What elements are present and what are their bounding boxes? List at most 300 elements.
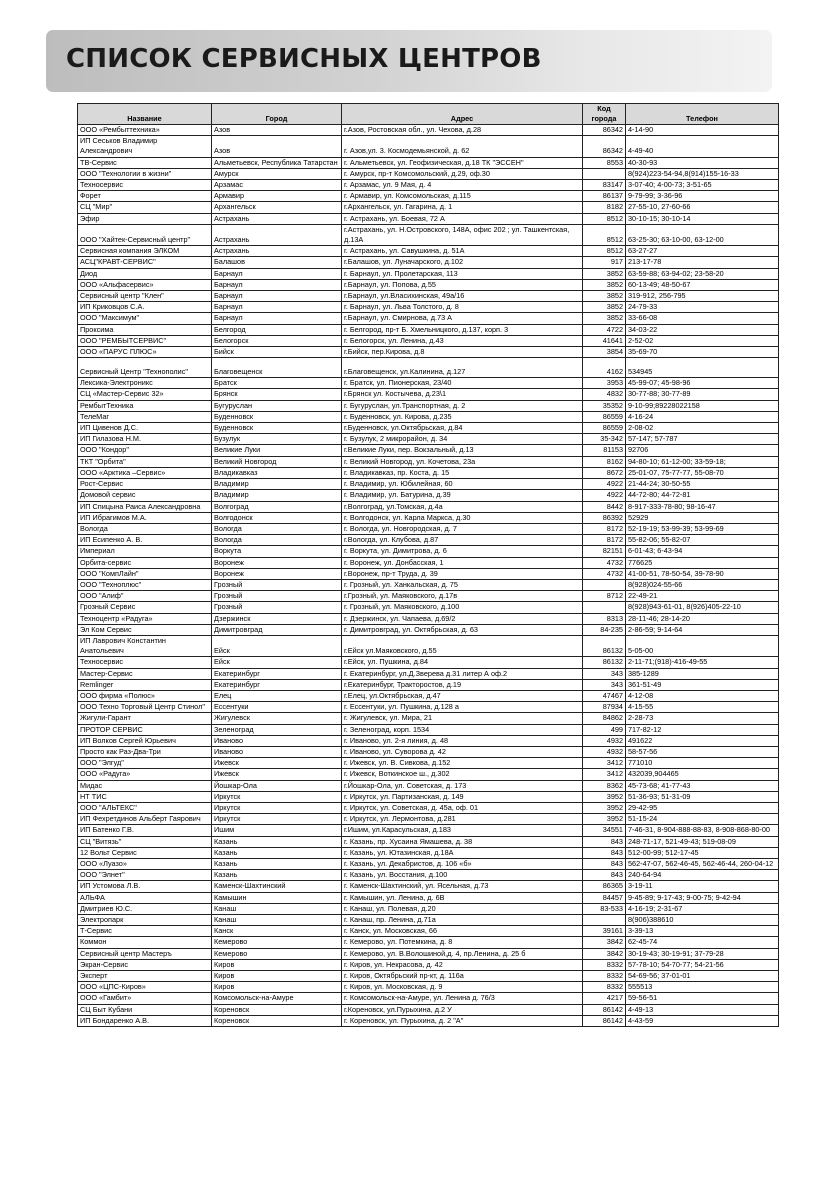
cell-phone: 40-30-93	[626, 157, 779, 168]
table-row	[78, 257, 779, 268]
cell-phone: 240-64-94	[626, 870, 779, 881]
table-row	[78, 535, 779, 546]
cell-name: ООО "Максимум"	[78, 313, 212, 324]
table-row	[78, 724, 779, 735]
cell-phone: 491622	[626, 735, 779, 746]
cell-city: Иркутск	[212, 791, 342, 802]
cell-name: Жигули-Гарант	[78, 713, 212, 724]
cell-city: Жигулевск	[212, 713, 342, 724]
cell-name: СЦ «Мастер-Сервис 32»	[78, 389, 212, 400]
cell-name: Сервисный центр Мастеръ	[78, 948, 212, 959]
cell-city-code: 86142	[583, 1004, 626, 1015]
cell-city-code: 4832	[583, 389, 626, 400]
cell-city-code: 8162	[583, 456, 626, 467]
cell-city-code: 8512	[583, 213, 626, 224]
cell-address: г.Волгоград, ул.Томская, д.4а	[342, 501, 583, 512]
cell-phone: 8(928)024-55-66	[626, 579, 779, 590]
cell-city-code	[583, 579, 626, 590]
table-row	[78, 903, 779, 914]
cell-city-code: 4922	[583, 490, 626, 501]
table-row	[78, 635, 779, 656]
table-row	[78, 825, 779, 836]
cell-name: ООО "Техноплюс"	[78, 579, 212, 590]
cell-city: Грозный	[212, 579, 342, 590]
cell-city-code: 86132	[583, 635, 626, 656]
cell-name: Диод	[78, 268, 212, 279]
cell-address: г.Екатеринбург, Тракторостов, д.19	[342, 679, 583, 690]
cell-address: г. Дзержинск, ул. Чапаева, д.69/2	[342, 613, 583, 624]
cell-address: г.Барнаул, ул. Попова, д.55	[342, 279, 583, 290]
cell-address: г. Астрахань, ул. Боевая, 72 А	[342, 213, 583, 224]
cell-address: г. Белогорск, ул. Ленина, д.43	[342, 335, 583, 346]
cell-city-code: 3842	[583, 937, 626, 948]
cell-name: ООО "Хайтек-Сервисный центр"	[78, 224, 212, 245]
table-row	[78, 213, 779, 224]
cell-city: Елец	[212, 690, 342, 701]
cell-city-code: 86365	[583, 881, 626, 892]
table-row	[78, 746, 779, 757]
cell-address: г. Белгород, пр-т Б. Хмельницкого, д.137, корп. 3	[342, 324, 583, 335]
cell-address: г. Жигулевск, ул. Мира, 21	[342, 713, 583, 724]
cell-name: ИП Фехретдинов Альберт Гаярович	[78, 814, 212, 825]
cell-city: Ижевск	[212, 769, 342, 780]
cell-phone: 4-14-90	[626, 125, 779, 136]
cell-name: Просто как Раз-Два-Три	[78, 746, 212, 757]
cell-city-code: 343	[583, 679, 626, 690]
cell-city: Бийск	[212, 347, 342, 358]
cell-address: г. Каменск-Шахтинский, ул. Ясельная, д.73	[342, 881, 583, 892]
cell-city: Иваново	[212, 735, 342, 746]
cell-city-code: 8712	[583, 591, 626, 602]
cell-name: ИП Есипенко А. В.	[78, 535, 212, 546]
table-row	[78, 136, 779, 157]
cell-city-code: 83147	[583, 180, 626, 191]
cell-address: г. Воркута, ул. Димитрова, д. 6	[342, 546, 583, 557]
cell-address: г. Зеленоград, корп. 1534	[342, 724, 583, 735]
cell-phone: 9-45-89; 9-17-43; 9-00-75; 9-42-94	[626, 892, 779, 903]
cell-city: Ессентуки	[212, 702, 342, 713]
cell-city: Бугуруслан	[212, 400, 342, 411]
table-row	[78, 926, 779, 937]
cell-phone: 2-08-02	[626, 423, 779, 434]
cell-city: Грозный	[212, 602, 342, 613]
cell-phone: 52929	[626, 512, 779, 523]
table-row	[78, 157, 779, 168]
cell-city-code: 8313	[583, 613, 626, 624]
cell-city-code: 843	[583, 870, 626, 881]
cell-city-code: 3842	[583, 948, 626, 959]
cell-city-code: 4732	[583, 568, 626, 579]
cell-address: г. Ижевск, ул. В. Сивкова, д.152	[342, 758, 583, 769]
cell-address: г. Владимир, ул. Батурина, д.39	[342, 490, 583, 501]
cell-city: Казань	[212, 870, 342, 881]
cell-name: ООО "КомпЛайн"	[78, 568, 212, 579]
table-row	[78, 780, 779, 791]
cell-name: Техносервис	[78, 657, 212, 668]
cell-city: Казань	[212, 847, 342, 858]
column-header-name: Название	[78, 104, 212, 125]
cell-phone: 34-03-22	[626, 324, 779, 335]
cell-name: Экран-Сервис	[78, 959, 212, 970]
table-row	[78, 591, 779, 602]
table-row	[78, 400, 779, 411]
cell-name: Мастер-Сервис	[78, 668, 212, 679]
cell-name: ТелеМаг	[78, 411, 212, 422]
table-row	[78, 870, 779, 881]
cell-city: Буденновск	[212, 423, 342, 434]
cell-address: г.Кореновск, ул.Пурыхина, д.2 У	[342, 1004, 583, 1015]
cell-city-code: 8512	[583, 246, 626, 257]
cell-address: г. Иркутск, ул. Партизанская, д. 149	[342, 791, 583, 802]
cell-city-code: 843	[583, 847, 626, 858]
table-row	[78, 915, 779, 926]
cell-city-code: 843	[583, 859, 626, 870]
table-row	[78, 602, 779, 613]
cell-name: АЛЬФА	[78, 892, 212, 903]
cell-city: Кореновск	[212, 1015, 342, 1026]
cell-city-code: 87934	[583, 702, 626, 713]
cell-city: Комсомольск-на-Амуре	[212, 993, 342, 1004]
cell-phone: 9-10-99;89228022158	[626, 400, 779, 411]
table-row	[78, 702, 779, 713]
cell-name: ИП Батенко Г.В.	[78, 825, 212, 836]
cell-city: Волгодонск	[212, 512, 342, 523]
cell-address: г. Ижевск, Воткинское ш., д.302	[342, 769, 583, 780]
cell-city-code: 8332	[583, 982, 626, 993]
cell-name: ООО Техно Торговый Центр Стинол"	[78, 702, 212, 713]
table-row	[78, 546, 779, 557]
cell-city: Барнаул	[212, 279, 342, 290]
cell-city: Великий Новгород	[212, 456, 342, 467]
cell-phone: 94-80-10; 61-12-00; 33-59-18;	[626, 456, 779, 467]
cell-address: г.Йошкар-Ола, ул. Советская, д. 173	[342, 780, 583, 791]
cell-city-code: 8332	[583, 959, 626, 970]
cell-address: г. Владикавказ, пр. Коста, д. 15	[342, 467, 583, 478]
cell-phone: 92706	[626, 445, 779, 456]
cell-phone: 44-72-80; 44-72-81	[626, 490, 779, 501]
cell-name: Дмитриев Ю.С.	[78, 903, 212, 914]
table-row	[78, 168, 779, 179]
cell-phone: 562-47-07, 562-46-45, 562-46-44, 260-04-12	[626, 859, 779, 870]
cell-city: Ейск	[212, 657, 342, 668]
cell-city-code: 47467	[583, 690, 626, 701]
cell-city-code: 3852	[583, 291, 626, 302]
cell-name: ООО "Алиф"	[78, 591, 212, 602]
table-row	[78, 735, 779, 746]
cell-address: г.Ишим, ул.Карасульская, д.183	[342, 825, 583, 836]
cell-city: Бузулук	[212, 434, 342, 445]
cell-address: г.Балашов, ул. Луначарского, д.102	[342, 257, 583, 268]
cell-city-code: 8672	[583, 467, 626, 478]
cell-city-code: 3952	[583, 791, 626, 802]
cell-name: Вологда	[78, 523, 212, 534]
cell-city: Казань	[212, 836, 342, 847]
cell-phone: 27-55-10, 27-60-66	[626, 202, 779, 213]
cell-phone: 2-86-59; 9-14-64	[626, 624, 779, 635]
table-row	[78, 791, 779, 802]
table-row	[78, 358, 779, 378]
table-row	[78, 378, 779, 389]
cell-city: Брянск	[212, 389, 342, 400]
cell-name: 12 Вольт Сервис	[78, 847, 212, 858]
cell-city-code: 84862	[583, 713, 626, 724]
cell-address: г. Волгодонск, ул. Карла Маркса, д.30	[342, 512, 583, 523]
cell-city-code	[583, 602, 626, 613]
cell-city: Барнаул	[212, 313, 342, 324]
cell-city: Воронеж	[212, 568, 342, 579]
table-row	[78, 668, 779, 679]
cell-address: г. Грозный, ул. Ханкальская, д. 75	[342, 579, 583, 590]
cell-city-code: 843	[583, 836, 626, 847]
cell-city-code: 3952	[583, 802, 626, 813]
cell-phone: 22-49-21	[626, 591, 779, 602]
cell-address: г. Барнаул, ул. Льва Толстого, д. 8	[342, 302, 583, 313]
cell-address: г. Владимир, ул. Юбилейная, 60	[342, 479, 583, 490]
cell-name: ИП Устомова Л.В.	[78, 881, 212, 892]
cell-address: г.Благовещенск, ул.Калинина, д.127	[342, 358, 583, 378]
cell-city: Кемерово	[212, 937, 342, 948]
table-row	[78, 268, 779, 279]
cell-phone: 52-19-19; 53-99-39; 53-99-69	[626, 523, 779, 534]
table-row	[78, 769, 779, 780]
cell-city: Буденновск	[212, 411, 342, 422]
cell-name: Домовой сервис	[78, 490, 212, 501]
cell-name: СЦ "Мир"	[78, 202, 212, 213]
cell-address: г. Альметьевск, ул. Геофизическая, д.18 ТК "ЭССЕН"	[342, 157, 583, 168]
cell-address: г. Димитровград, ул. Октябрьская, д. 63	[342, 624, 583, 635]
page-title: СПИСОК СЕРВИСНЫХ ЦЕНТРОВ	[66, 44, 542, 74]
cell-phone: 41-00-51, 78-50-54, 39-78-90	[626, 568, 779, 579]
cell-name: Коммон	[78, 937, 212, 948]
cell-name: ИП Гилазова Н.М.	[78, 434, 212, 445]
cell-address: г.Брянск ул. Костычева, д.23\1	[342, 389, 583, 400]
cell-phone: 432039,904465	[626, 769, 779, 780]
cell-phone: 35-69-70	[626, 347, 779, 358]
cell-address: г.Ейск, ул. Пушкина, д.84	[342, 657, 583, 668]
cell-name: ИП Бондаренко А.В.	[78, 1015, 212, 1026]
table-row	[78, 836, 779, 847]
cell-city-code: 3852	[583, 268, 626, 279]
cell-address: г. Воронеж, ул. Донбасская, 1	[342, 557, 583, 568]
cell-address: г.Вологда, ул. Клубова, д.87	[342, 535, 583, 546]
cell-city: Альметьевск, Республика Татарстан	[212, 157, 342, 168]
cell-city-code: 4922	[583, 479, 626, 490]
cell-address: г. Арзамас, ул. 9 Мая, д. 4	[342, 180, 583, 191]
table-row	[78, 568, 779, 579]
cell-address: г. Киров, Октябрьский пр-кт, д. 116а	[342, 971, 583, 982]
table-row	[78, 467, 779, 478]
cell-city: Иркутск	[212, 814, 342, 825]
cell-name: ООО «ПАРУС ПЛЮС»	[78, 347, 212, 358]
cell-city: Архангельск	[212, 202, 342, 213]
cell-city-code: 4162	[583, 358, 626, 378]
cell-city-code: 3852	[583, 313, 626, 324]
table-row	[78, 948, 779, 959]
cell-phone: 29-42-95	[626, 802, 779, 813]
cell-city-code: 4932	[583, 746, 626, 757]
cell-address: г. Великий Новгород, ул. Кочетова, 23а	[342, 456, 583, 467]
cell-phone: 4-12-08	[626, 690, 779, 701]
cell-city: Каменск-Шахтинский	[212, 881, 342, 892]
cell-phone: 21-44-24; 30-50-55	[626, 479, 779, 490]
cell-city: Екатеринбург	[212, 668, 342, 679]
cell-city: Барнаул	[212, 302, 342, 313]
cell-city: Владикавказ	[212, 467, 342, 478]
cell-name: Техноцентр «Радуга»	[78, 613, 212, 624]
table-row	[78, 313, 779, 324]
cell-city-code: 86342	[583, 125, 626, 136]
table-row	[78, 335, 779, 346]
cell-phone: 63-25-30; 63-10-00, 63-12-00	[626, 224, 779, 245]
column-header-city: Город	[212, 104, 342, 125]
table-row	[78, 191, 779, 202]
cell-phone: 771010	[626, 758, 779, 769]
cell-city: Вологда	[212, 535, 342, 546]
cell-city: Грозный	[212, 591, 342, 602]
cell-address: г. Кореновск, ул. Пурыхина, д. 2 "А"	[342, 1015, 583, 1026]
table-row	[78, 445, 779, 456]
table-body	[78, 125, 779, 1027]
cell-phone: 30-19-43; 30-19-91; 37-79-28	[626, 948, 779, 959]
table-row	[78, 279, 779, 290]
cell-city-code: 35352	[583, 400, 626, 411]
cell-phone: 28-11-46; 28-14-20	[626, 613, 779, 624]
cell-name: НТ ТИС	[78, 791, 212, 802]
cell-phone: 8(928)943-61-01, 8(926)405-22-10	[626, 602, 779, 613]
cell-city-code: 35-342	[583, 434, 626, 445]
cell-city: Киров	[212, 971, 342, 982]
cell-phone: 8(906)388610	[626, 915, 779, 926]
cell-city: Димитровград	[212, 624, 342, 635]
cell-address: г. Барнаул, ул. Пролетарская, 113	[342, 268, 583, 279]
cell-phone: 51-36-93; 51-31-09	[626, 791, 779, 802]
cell-name: Орбита-сервис	[78, 557, 212, 568]
cell-address: г. Астрахань, ул. Савушкина, д. 51А	[342, 246, 583, 257]
cell-city-code: 8172	[583, 523, 626, 534]
cell-city: Армавир	[212, 191, 342, 202]
cell-city-code: 8172	[583, 535, 626, 546]
cell-city: Астрахань	[212, 213, 342, 224]
cell-address: г. Бузулук, 2 микрорайон, д. 34	[342, 434, 583, 445]
table-row	[78, 971, 779, 982]
table-row	[78, 959, 779, 970]
cell-city: Благовещенск	[212, 358, 342, 378]
cell-city: Амурск	[212, 168, 342, 179]
cell-phone: 63-59-88; 63-94-02; 23-58-20	[626, 268, 779, 279]
cell-name: ООО «Луазо»	[78, 859, 212, 870]
cell-name: ИП Ибрагимов М.А.	[78, 512, 212, 523]
cell-name: ПРОТОР СЕРВИС	[78, 724, 212, 735]
cell-city-code: 4732	[583, 557, 626, 568]
cell-address: г. Казань, ул. Восстания, д.100	[342, 870, 583, 881]
cell-city-code: 83-533	[583, 903, 626, 914]
cell-address: г. Канаш, пр. Ленина, д.71а	[342, 915, 583, 926]
cell-address: г. Братск, ул. Пионерская, 23/40	[342, 378, 583, 389]
title-banner	[46, 30, 772, 92]
table-row	[78, 713, 779, 724]
cell-city-code: 86392	[583, 512, 626, 523]
cell-name: Техносервис	[78, 180, 212, 191]
cell-address: г.Барнаул, ул.Власихинская, 49а/16	[342, 291, 583, 302]
cell-name: ИП Спицына Раиса Александровна	[78, 501, 212, 512]
cell-phone: 33-66-08	[626, 313, 779, 324]
cell-address: г.Грозный, ул. Маяковского, д.17в	[342, 591, 583, 602]
cell-address: г. Казань, ул. Декабристов, д. 106 «б»	[342, 859, 583, 870]
cell-phone: 4-49-13	[626, 1004, 779, 1015]
cell-phone: 30-10-15; 30-10-14	[626, 213, 779, 224]
cell-city-code: 4932	[583, 735, 626, 746]
cell-address: г. Киров, ул. Некрасова, д. 42	[342, 959, 583, 970]
cell-city: Йошкар-Ола	[212, 780, 342, 791]
cell-phone: 3-07-40; 4-00-73; 3-51-65	[626, 180, 779, 191]
table-row	[78, 434, 779, 445]
cell-address: г.Азов, Ростовская обл., ул. Чехова, д.28	[342, 125, 583, 136]
cell-city: Канск	[212, 926, 342, 937]
cell-address: г. Казань, ул. Ютазинская, д.18А	[342, 847, 583, 858]
cell-city: Кореновск	[212, 1004, 342, 1015]
cell-address: г.Ейск ул.Маяковского, д.55	[342, 635, 583, 656]
cell-city: Дзержинск	[212, 613, 342, 624]
table-row	[78, 859, 779, 870]
table-row	[78, 802, 779, 813]
cell-city-code: 3412	[583, 769, 626, 780]
column-header-phone: Телефон	[626, 104, 779, 125]
cell-address: г. Буденновск, ул. Кирова, д.235	[342, 411, 583, 422]
column-header-address: Адрес	[342, 104, 583, 125]
cell-phone: 4-16-19; 2-31-67	[626, 903, 779, 914]
cell-address: г. Екатеринбург, ул.Д.Зверева д.31 литер А оф.2	[342, 668, 583, 679]
cell-phone: 9-79-99; 3-36-96	[626, 191, 779, 202]
table-row	[78, 557, 779, 568]
cell-name: ООО "Кондор"	[78, 445, 212, 456]
cell-name: Мидас	[78, 780, 212, 791]
cell-city-code: 41641	[583, 335, 626, 346]
cell-phone: 51-15-24	[626, 814, 779, 825]
cell-name: СЦ Быт Кубани	[78, 1004, 212, 1015]
cell-city: Иркутск	[212, 802, 342, 813]
cell-phone: 25-01-07, 75-77-77, 55-08-70	[626, 467, 779, 478]
cell-address: г.Воронеж, пр-т Труда, д. 39	[342, 568, 583, 579]
cell-city: Барнаул	[212, 291, 342, 302]
cell-city: Белогорск	[212, 335, 342, 346]
cell-city-code: 86559	[583, 411, 626, 422]
cell-phone: 717-82-12	[626, 724, 779, 735]
cell-phone: 60-13-49; 48-50-67	[626, 279, 779, 290]
cell-city: Вологда	[212, 523, 342, 534]
cell-phone: 2-28-73	[626, 713, 779, 724]
cell-address: г. Канаш, ул. Полевая, д.20	[342, 903, 583, 914]
table-row	[78, 501, 779, 512]
cell-phone: 62-45-74	[626, 937, 779, 948]
cell-city-code: 8182	[583, 202, 626, 213]
table-row	[78, 302, 779, 313]
cell-city: Владимир	[212, 479, 342, 490]
cell-name: Рост-Сервис	[78, 479, 212, 490]
cell-city-code: 4722	[583, 324, 626, 335]
cell-city: Воркута	[212, 546, 342, 557]
cell-name: ООО "Элнет"	[78, 870, 212, 881]
table-row	[78, 758, 779, 769]
cell-address: г. Иваново, ул. Суворова д. 42	[342, 746, 583, 757]
cell-name: Электропарк	[78, 915, 212, 926]
cell-phone: 4-16-24	[626, 411, 779, 422]
table-row	[78, 814, 779, 825]
cell-name: Сервисный Центр "Технополис"	[78, 358, 212, 378]
table-row	[78, 690, 779, 701]
service-centers-table	[77, 103, 779, 1027]
cell-name: Remlinger	[78, 679, 212, 690]
cell-phone: 213-17-78	[626, 257, 779, 268]
